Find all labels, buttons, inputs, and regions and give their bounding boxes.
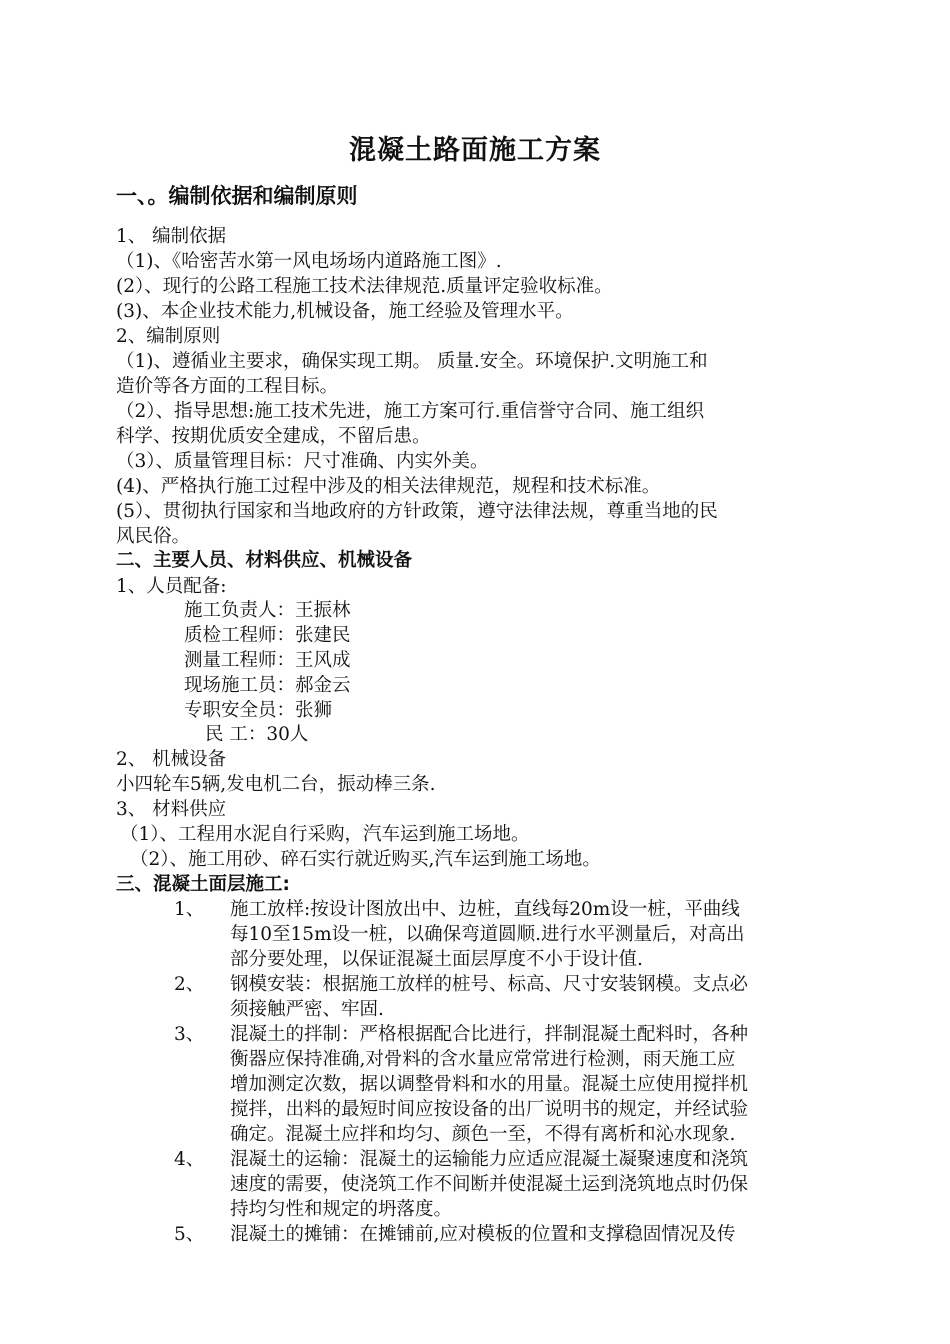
- basis-item: (2）、现行的公路工程施工技术法律规范.质量评定验收标准。: [116, 276, 613, 297]
- step-line: 速度的需要，使浇筑工作不间断并使混凝土运到浇筑地点时仍保: [230, 1174, 749, 1195]
- step-line: 须接触严密、牢固.: [230, 999, 384, 1020]
- section2-heading: 二、主要人员、材料供应、机械设备: [116, 550, 413, 571]
- principle-line: （2）、指导思想:施工技术先进，施工方案可行.重信誉守合同、施工组织: [116, 401, 705, 422]
- material-heading: 3、 材料供应: [116, 799, 227, 820]
- step-line: 施工放样:按设计图放出中、边桩，直线每20m设一桩，平曲线: [230, 899, 740, 920]
- staff-item: 民 工：30人: [205, 724, 309, 745]
- step-line: 衡器应保持准确,对骨料的含水量应常常进行检测，雨天施工应: [230, 1049, 736, 1070]
- step-line: 混凝土的运输：混凝土的运输能力应适应混凝土凝聚速度和浇筑: [230, 1149, 749, 1170]
- machine-heading: 2、 机械设备: [116, 749, 227, 770]
- principle-line: (5）、贯彻执行国家和当地政府的方针政策，遵守法律法规，尊重当地的民: [116, 501, 718, 522]
- page-title: 混凝土路面施工方案: [349, 135, 601, 166]
- step-line: 钢模安装：根据施工放样的桩号、标高、尺寸安装钢模。支点必: [230, 974, 749, 995]
- step-number: 4、: [174, 1149, 205, 1170]
- step-line: 混凝土的摊铺：在摊铺前,应对模板的位置和支撑稳固情况及传: [230, 1224, 736, 1245]
- material-item: （2）、施工用砂、碎石实行就近购买,汽车运到施工场地。: [130, 849, 601, 870]
- step-number: 1、: [174, 899, 205, 920]
- basis-heading: 1、 编制依据: [116, 226, 227, 247]
- principle-heading: 2、编制原则: [116, 326, 221, 347]
- step-number: 3、: [174, 1024, 205, 1045]
- step-number: 5、: [174, 1224, 205, 1245]
- staff-heading: 1、人员配备:: [116, 576, 227, 597]
- step-line: 增加测定次数，据以调整骨料和水的用量。混凝土应使用搅拌机: [230, 1074, 749, 1095]
- principle-line: 造价等各方面的工程目标。: [116, 376, 339, 397]
- step-line: 混凝土的拌制：严格根据配合比进行，拌制混凝土配料时，各种: [230, 1024, 749, 1045]
- staff-item: 现场施工员：郝金云: [184, 675, 351, 696]
- step-line: 确定。混凝土应拌和均匀、颜色一至，不得有离析和沁水现象.: [230, 1124, 736, 1145]
- machine-text: 小四轮车5辆,发电机二台，振动棒三条.: [116, 774, 436, 795]
- section1-heading: 一、。编制依据和编制原则: [116, 184, 358, 208]
- step-line: 持均匀性和规定的坍落度。: [230, 1199, 453, 1220]
- section3-heading: 三、混凝土面层施工:: [116, 874, 290, 895]
- principle-line: 科学、按期优质安全建成，不留后患。: [116, 426, 431, 447]
- basis-item: （1)、《哈密苦水第一风电场场内道路施工图》.: [116, 251, 502, 272]
- basis-item: (3)、本企业技术能力,机械设备，施工经验及管理水平。: [116, 301, 574, 322]
- principle-line: (4)、严格执行施工过程中涉及的相关法律规范，规程和技术标准。: [116, 476, 661, 497]
- step-line: 部分要处理，以保证混凝土面层厚度不小于设计值.: [230, 949, 643, 970]
- staff-item: 施工负责人：王振林: [184, 600, 351, 621]
- principle-line: （1)、遵循业主要求，确保实现工期。 质量.安全。环境保护.文明施工和: [116, 351, 708, 372]
- step-line: 每10至15m设一桩，以确保弯道圆顺.进行水平测量后，对高出: [230, 924, 745, 945]
- staff-item: 测量工程师：王风成: [184, 650, 351, 671]
- principle-line: 风民俗。: [116, 526, 191, 547]
- material-item: （1）、工程用水泥自行采购，汽车运到施工场地。: [120, 824, 530, 845]
- principle-line: （3）、质量管理目标：尺寸准确、内实外美。: [116, 451, 489, 472]
- step-number: 2、: [174, 974, 205, 995]
- staff-item: 专职安全员：张狮: [184, 700, 333, 721]
- staff-item: 质检工程师：张建民: [184, 625, 351, 646]
- step-line: 搅拌，出料的最短时间应按设备的出厂说明书的规定，并经试验: [230, 1099, 749, 1120]
